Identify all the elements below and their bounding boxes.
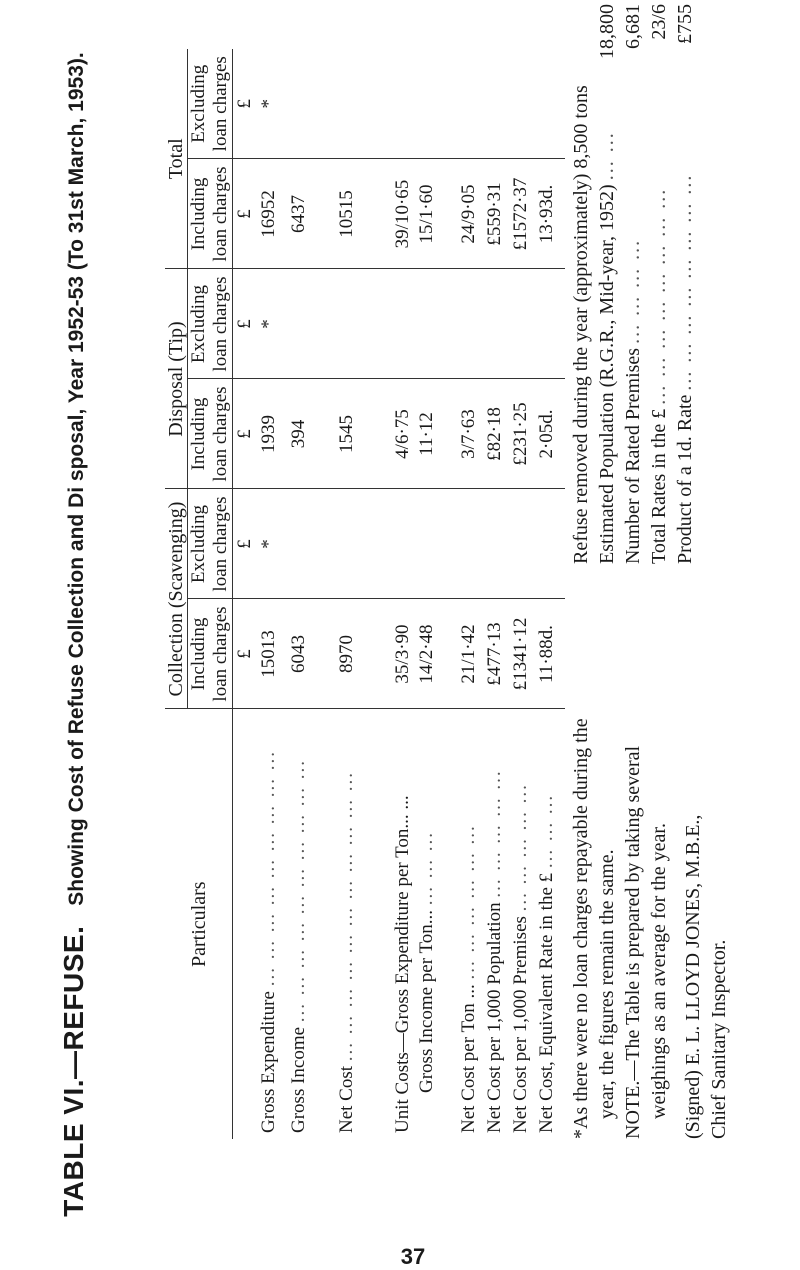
subheader-including: Including loan charges (188, 159, 233, 269)
cell-collection-incl: 6043 (287, 599, 317, 709)
currency-symbol: £ (233, 379, 258, 489)
refuse-statistics (568, 4, 698, 564)
cell-total-excl (443, 49, 483, 159)
cell-collection-incl: 21/1·42 (443, 599, 483, 709)
stat-label: Number of Rated Premises (622, 347, 644, 564)
stat-leaders (568, 64, 594, 85)
table-row (317, 49, 379, 1139)
cell-disposal-incl: 1939 (257, 379, 287, 489)
cell-collection-excl (483, 489, 509, 599)
cell-disposal-incl: 11·12 (415, 379, 443, 489)
stat-label: Estimated Population (R.G.R., Mid-year, 1952) (596, 184, 618, 564)
cell-disposal-incl: 394 (287, 379, 317, 489)
cell-total-excl (317, 49, 379, 159)
cell-disposal-incl: 2·05d. (535, 379, 565, 489)
cell-collection-excl: * (257, 489, 287, 599)
currency-symbol: £ (233, 49, 258, 159)
cell-total-incl: £1572·37 (509, 159, 535, 269)
cell-collection-excl (287, 489, 317, 599)
cell-total-excl: * (257, 49, 287, 159)
table-label: TABLE VI.—REFUSE. (58, 925, 89, 1217)
cell-total-incl: 15/1·60 (415, 159, 443, 269)
stat-row (568, 4, 594, 564)
cell-disposal-excl (317, 269, 379, 379)
group-header-total: Total (165, 49, 188, 269)
stat-row (646, 4, 672, 564)
cell-total-excl (509, 49, 535, 159)
cell-total-incl: 13·93d. (535, 159, 565, 269)
cell-disposal-excl (443, 269, 483, 379)
cell-disposal-excl (535, 269, 565, 379)
cell-total-incl: 10515 (317, 159, 379, 269)
table-row (443, 49, 483, 1139)
subheader-including: Including loan charges (188, 379, 233, 489)
cell-collection-excl (415, 489, 443, 599)
cell-total-excl (287, 49, 317, 159)
cell-disposal-excl (287, 269, 317, 379)
cell-total-incl: 6437 (287, 159, 317, 269)
page-heading (58, 0, 90, 1269)
stat-value: 23/6 (648, 4, 670, 40)
table-row (257, 49, 287, 1139)
stat-leaders: ... ... ... ... ... ... ... ... (674, 173, 696, 391)
stat-leaders: ... ... ... ... (622, 238, 644, 344)
signature-line: (Signed) E. L. LLOYD JONES, M.B.E., (682, 814, 704, 1139)
table-row (379, 49, 415, 1139)
row-label: Gross Income per Ton... ... ... ... (416, 830, 437, 1093)
star-footnote: *As there were no loan charges repayable during the (570, 718, 592, 1139)
stat-label: Product of a 1d. Rate (674, 394, 696, 564)
currency-symbol: £ (233, 489, 258, 599)
stat-label: Refuse removed during the year (approximately) 8,500 tons (570, 85, 592, 564)
page-number: 37 (400, 1243, 426, 1269)
cell-collection-incl: 35/3·90 (379, 599, 415, 709)
cell-collection-incl: 11·88d. (535, 599, 565, 709)
row-label: Unit Costs—Gross Expenditure per Ton... ... (392, 795, 413, 1133)
table-row (483, 49, 509, 1139)
star-footnote-cont: year, the figures remain the same. (596, 849, 618, 1119)
row-label: Net Cost, Equivalent Rate in the £ ... ... ... (536, 793, 557, 1133)
cell-total-incl: 24/9·05 (443, 159, 483, 269)
row-label: Net Cost per Ton ... ... ... ... ... ... ... (458, 824, 479, 1133)
table-row (509, 49, 535, 1139)
currency-row (233, 49, 258, 1139)
cell-disposal-excl (379, 269, 415, 379)
cell-collection-incl: £477·13 (483, 599, 509, 709)
cell-total-excl (415, 49, 443, 159)
particulars-header: Particulars (187, 881, 210, 968)
currency-symbol: £ (233, 599, 258, 709)
row-label: Net Cost ... ... ... ... ... ... ... ... ... ... ... (336, 770, 357, 1133)
cell-disposal-incl: 3/7·63 (443, 379, 483, 489)
stat-leaders: ... ... (596, 131, 618, 181)
subheader-including: Including loan charges (188, 599, 233, 709)
cell-total-incl: 16952 (257, 159, 287, 269)
stat-row (594, 4, 620, 564)
cell-collection-excl (509, 489, 535, 599)
row-label: Net Cost per 1,000 Premises ... ... ... ... ... (510, 783, 531, 1133)
row-label: Gross Expenditure ... ... ... ... ... ... ... ... ... (258, 750, 279, 1133)
stat-value (568, 4, 594, 64)
subheader-excluding: Excluding loan charges (188, 489, 233, 599)
cell-total-excl (535, 49, 565, 159)
cell-collection-incl: £1341·12 (509, 599, 535, 709)
subheader-excluding: Excluding loan charges (188, 269, 233, 379)
cell-disposal-excl (415, 269, 443, 379)
cell-total-incl: 39/10·65 (379, 159, 415, 269)
stat-value: £755 (674, 4, 696, 44)
cell-collection-excl (317, 489, 379, 599)
stat-label: Total Rates in the £ (648, 408, 670, 564)
cell-disposal-incl: 4/6·75 (379, 379, 415, 489)
currency-symbol: £ (233, 159, 258, 269)
cell-collection-incl: 8970 (317, 599, 379, 709)
table-row (287, 49, 317, 1139)
table-note: NOTE.—The Table is prepared by taking several (622, 745, 644, 1139)
currency-symbol: £ (233, 269, 258, 379)
cell-disposal-excl: * (257, 269, 287, 379)
table-subtitle: Showing Cost of Refuse Collection and Di sposal, Year 1952-53 (To 31st March, 1953). (65, 52, 88, 906)
group-header-collection: Collection (Scavenging) (165, 489, 188, 709)
cell-total-excl (483, 49, 509, 159)
group-header-disposal: Disposal (Tip) (165, 269, 188, 489)
stat-row (620, 4, 646, 564)
stat-value: 18,800 (596, 4, 618, 59)
subheader-excluding: Excluding loan charges (188, 49, 233, 159)
stat-row (672, 4, 698, 564)
cell-total-incl: £559·31 (483, 159, 509, 269)
cell-collection-excl (379, 489, 415, 599)
cell-collection-incl: 14/2·48 (415, 599, 443, 709)
footnotes (568, 579, 732, 1139)
cell-collection-incl: 15013 (257, 599, 287, 709)
refuse-cost-table (165, 49, 565, 1139)
signatory-title: Chief Sanitary Inspector. (708, 939, 730, 1139)
cell-disposal-excl (509, 269, 535, 379)
table-row (535, 49, 565, 1139)
cell-disposal-incl: £82·18 (483, 379, 509, 489)
stat-leaders: ... ... ... ... ... ... ... ... (648, 187, 670, 405)
cell-collection-excl (535, 489, 565, 599)
stat-value: 6,681 (622, 4, 644, 49)
table-row (415, 49, 443, 1139)
cell-total-excl (379, 49, 415, 159)
row-label: Net Cost per 1,000 Population ... ... ... ... ... (484, 769, 505, 1133)
cell-disposal-excl (483, 269, 509, 379)
cell-disposal-incl: 1545 (317, 379, 379, 489)
cell-collection-excl (443, 489, 483, 599)
row-label: Gross Income ... ... ... ... ... ... ... ... ... ... (288, 758, 309, 1133)
cell-disposal-incl: £231·25 (509, 379, 535, 489)
table-note-cont: weighings as an average for the year. (648, 823, 670, 1119)
